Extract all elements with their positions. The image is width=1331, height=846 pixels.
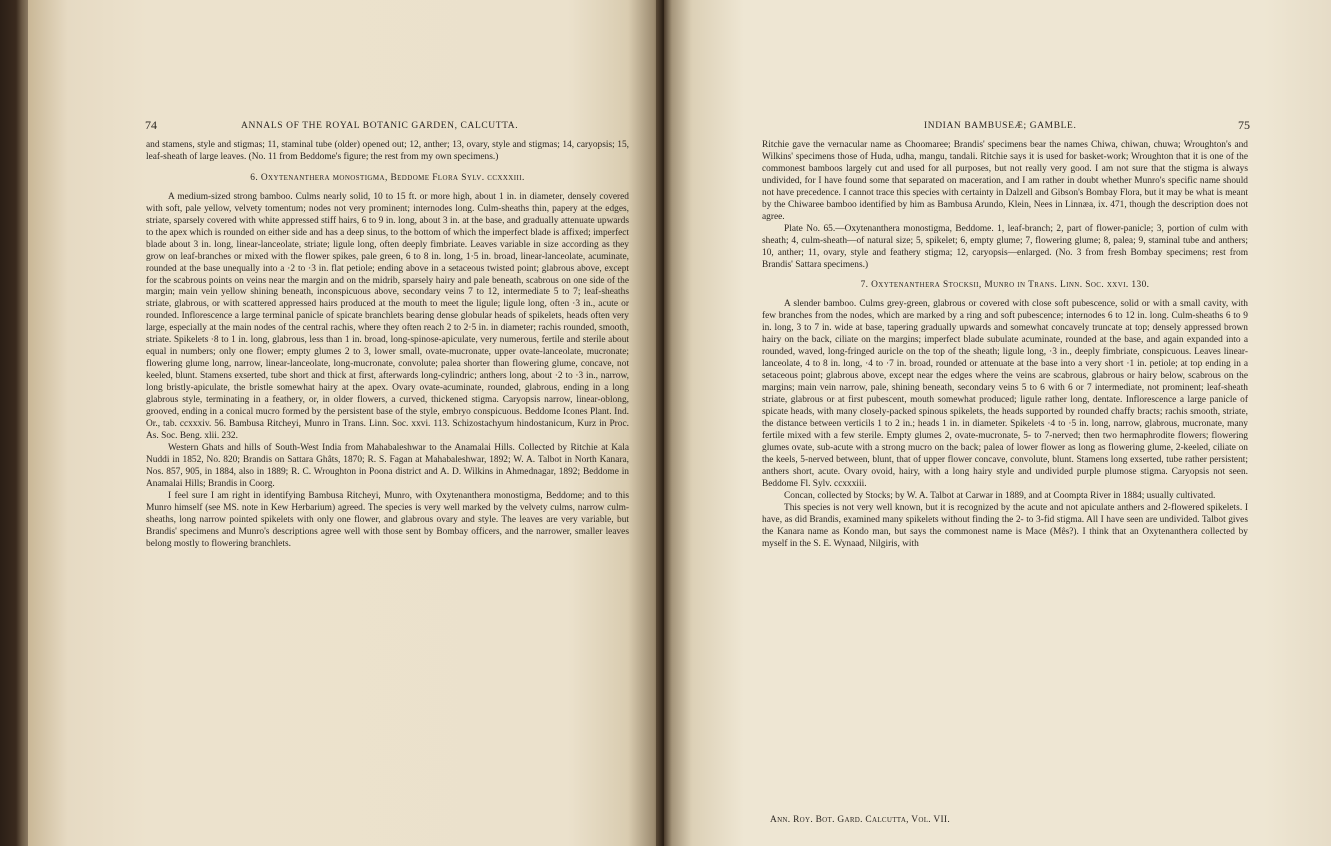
distribution-paragraph: Concan, collected by Stocks; by W. A. Talbot at Carwar in 1889, and at Coompta River in 1884; usually cultivated. [784,490,1216,501]
running-head: ANNALS OF THE ROYAL BOTANIC GARDEN, CALCUTTA. [241,121,519,131]
note-paragraph: This species is not very well known, but it is recognized by the acute and not apiculate anthers and 2-flowered spikelets. I have, as did Brandis, examined many spikelets without finding the 2- to 3-fid stigma. All I have seen are undivided. Talbot gives the Kanara name as Kondo man, but says the commonest name is Mace (Mês?). I think that an Oxytenanthera collected by myself in the S. E. Wynaad, Nilgiris, with [762,502,1248,549]
right-body-text [762,140,1248,550]
right-page [664,0,1331,846]
page-number: 74 [145,118,157,132]
description-paragraph: A medium-sized strong bamboo. Culms nearly solid, 10 to 15 ft. or more high, about 1 in. in diameter, densely covered with soft, pale yellow, velvety tomentum; nodes not very prominent; internodes long. Culm-sheaths thin, papery at the edges, striate, sparsely covered with white appressed stiff hairs, 6 to 9 in. long, about 3 in. at the base, and gradually attenuate upwards to the apex which is rounded on either side and has a deep sinus, to the bottom of which the imperfect blade is affixed; imperfect blade about 3 in. long, linear-lanceolate, striate; ligule long, often deeply fimbriate. Leaves variable in size according as they grow on leaf-branches or mixed with the flower spikes, pale green, 6 to 8 in. long, 1·5 in. broad, linear-lanceolate, acuminate, rounded at the base unequally into a ·2 to ·3 in. flat petiole; ending above in a setaceous twisted point; glabrous above, except for the scabrous points on veins near the margin and on the midrib, sparsely hairy and pale beneath, scabrous on one side of the margin; main vein yellow shining beneath, inconspicuous above, secondary veins 7 to 12, intermediate 5 to 7; leaf-sheaths striate, glabrous, or with scattered appressed hairs produced at the mouth to meet the ligule; ligule long, often ·3 in., acute or rounded. Inflorescence a large terminal panicle of spicate branchlets bearing dense globular heads of spikelets, heads often very large, especially at the main nodes of the central rachis, where they often reach 2 to 2·5 in. in diameter; rachis rounded, smooth, striate. Spikelets ·8 to 1 in. long, glabrous, less than 1 in. broad, long-spinose-apiculate, very numerous, fertile and sterile about equal in numbers; only one flower; empty glumes 2 to 3, lower small, ovate-mucronate, upper ovate-lanceolate, mucronate; flowering glume long, narrow, linear-lanceolate, long-mucronate, convolute; palea shorter than flowering glume, concave, not keeled, blunt. Stamens exserted, tube short and thick at first, afterwards long-cylindric; anthers long, about ·2 to ·3 in., narrow, long bristly-apiculate, the bristle somewhat hairy at the apex. Ovary ovate-acuminate, rounded, glabrous, ending in a long glabrous style, terminating in a feathery, or, in older flowers, a curved, thickened stigma. Caryopsis narrow, linear-oblong, grooved, ending in a conical mucro formed by the persistent base of the style, embryo conspicuous. Beddome Icones Plant. Ind. Or., tab. ccxxxiv. 56. Bambusa Ritcheyi, Munro in Trans. Linn. Soc. xxvi. 113. Schizostachyum hindostanicum, Kurz in Proc. As. Soc. Beng. xlii. 232. [146,191,629,441]
page-footer: Ann. Roy. Bot. Gard. Calcutta, Vol. VII. [770,815,950,825]
left-page [28,0,662,846]
distribution-paragraph: Western Ghats and hills of South-West India from Mahabaleshwar to the Anamalai Hills. Collected by Ritchie at Kala Nuddi in 1852, No. 820; Brandis on Sattara Ghâts, 1870; R. S. Fagan at Mahabaleshwar, 1892; W. A. Talbot in North Kanara, Nos. 857, 905, in 1884, also in 1889; R. C. Wroughton in Poona district and A. D. Wilkins in Ahmednagar, 1892; Beddome in Anamalai Hills; Brandis in Coorg. [146,442,629,489]
left-body-text [146,140,629,550]
plate-paragraph: Plate No. 65.—Oxytenanthera monostigma, Beddome. 1, leaf-branch; 2, part of flower-panicle; 3, portion of culm with sheath; 4, culm-sheath—of natural size; 5, spikelet; 6, empty glume; 7, flowering glume; 8, palea; 9, staminal tube and anthers; 10, anther; 11, ovary, style and feathery stigma; 12, caryopsis—enlarged. (No. 3 from fresh Bombay specimens; rest from Brandis' Sattara specimens.) [762,223,1248,270]
species-heading: 6. Oxytenanthera monostigma, Beddome Flora Sylv. ccxxxiii. [250,172,525,183]
description-paragraph: A slender bamboo. Culms grey-green, glabrous or covered with close soft pubescence, solid or with a small cavity, with few branches from the nodes, which are marked by a ring and soft pubescence; internodes 6 to 12 in. long. Culm-sheaths 6 to 9 in. long, 3 to 7 in. wide at base, tapering gradually upwards and somewhat concavely truncate at top; densely appressed brown hairy on the back, ciliate on the margins; imperfect blade subulate acuminate, rounded at the base, and again expanded into a rounded, waved, long-fringed auricle on the top of the sheath; ligule long, ·3 in., deeply fimbriate, conspicuous. Leaves linear-lanceolate, 4 to 8 in. long, ·4 to ·7 in. broad, rounded or attenuate at the base into a very short ·1 in. petiole; at top ending in a setaceous point; glabrous above, except near the edges where the veins are scabrous, glabrous or hairy below, scabrous on the margins; main vein narrow, pale, shining beneath, secondary veins 5 to 6 with 6 or 7 intermediate, not prominent; leaf-sheath striate, glabrous or at first pubescent, mouth somewhat produced; ligule rather long, dentate. Inflorescence a large panicle of spicate heads, with many closely-packed spinous spikelets, the heads supported by rounded chaffy bracts; rachis smooth, striate, the distance between verticils 1 to 2 in.; heads 1 in. in diameter. Spikelets ·4 to ·5 in. long, narrow, glabrous, mucronate, many fertile mixed with a few sterile. Empty glumes 2, ovate-mucronate, 5- to 7-nerved; then two hermaphrodite flowers; flowering glumes ovate, sub-acute with a strong mucro on the back; palea of lower flower as long as flowering glume, 2-keeled, ciliate on the keels, 5-nerved between, blunt, that of upper flower concave, convolute, blunt. Stamens long exserted, tube rather persistent; anthers short, acute. Ovary ovoid, hairy, with a long hairy style and undivided purple plumose stigma. Caryopsis not seen. Beddome Fl. Sylv. ccxxxiii. [762,299,1248,489]
species-heading: 7. Oxytenanthera Stocksii, Munro in Trans. Linn. Soc. xxvi. 130. [860,280,1150,291]
paragraph: Ritchie gave the vernacular name as Choomaree; Brandis' specimens bear the names Chiwa, chiwan, chuwa; Wroughton's and Wilkins' specimens those of Huda, udha, mangu, tandali. Ritchie says it is used for basket-work; Wroughton that it is one of the commonest bamboos largely cut and used for all purposes, but not really very good. I am not sure that the stigma is always undivided, for I have found some that separated on maceration, and I am rather in doubt whether Munro's specific name should not have precedence. I cannot trace this species with certainty in Dalzell and Gibson's Bombay Flora, but it may be what is meant by the Chiwaree bamboo identified by him as Bambusa Arundo, Klein, Nees in Linnæa, ix. 471, though the description does not agree. [762,140,1248,222]
note-paragraph: I feel sure I am right in identifying Bambusa Ritcheyi, Munro, with Oxytenanthera monostigma, Beddome; and to this Munro himself (see MS. note in Kew Herbarium) agreed. The species is very well marked by the velvety culms, narrow culm-sheaths, long narrow pointed spikelets with only one flower, and glabrous ovary and style. The leaves are very variable, but Brandis' specimens and Munro's descriptions agree well with those sent by Bombay officers, and the narrower, smaller leaves belong mostly to flowering branchlets. [146,490,629,549]
paragraph: and stamens, style and stigmas; 11, staminal tube (older) opened out; 12, anther; 13, ovary, style and stigmas; 14, caryopsis; 15, leaf-sheath of large leaves. (No. 11 from Beddome's figure; the rest from my own specimens.) [146,140,629,162]
page-number: 75 [1238,118,1250,132]
running-head: INDIAN BAMBUSEÆ; GAMBLE. [924,121,1077,131]
